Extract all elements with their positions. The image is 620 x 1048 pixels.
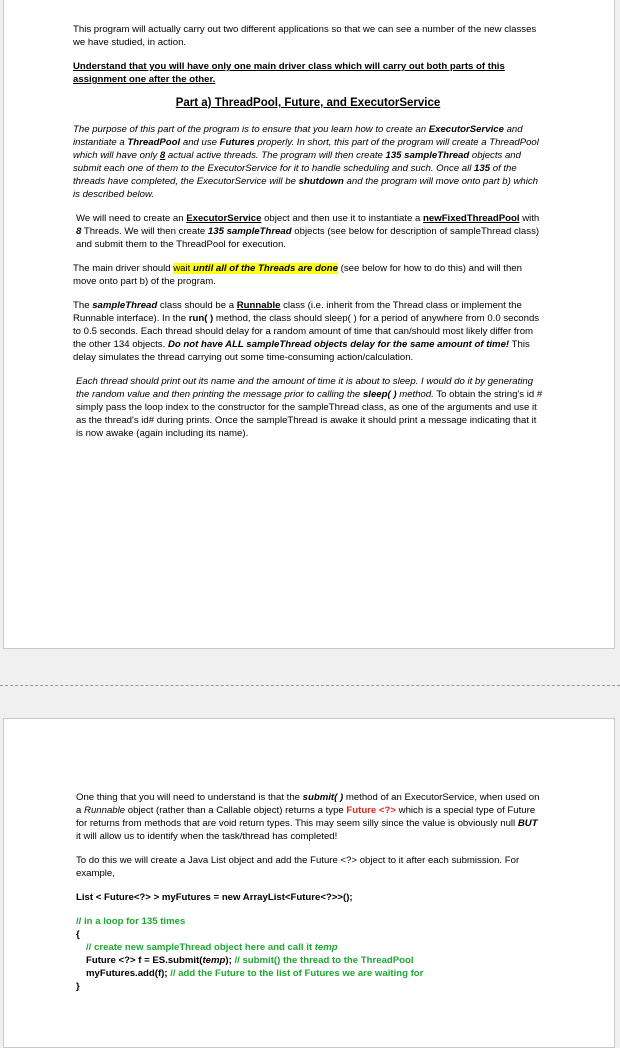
page-break-separator [0, 685, 620, 686]
code-comment-create: // create new sampleThread object here and call it temp [86, 942, 338, 953]
code-declaration: List < Future<?> > myFutures = new ArrayList<Future<?>>(); [76, 892, 353, 903]
code-submit-line: Future <?> f = ES.submit(temp); // submit() the thread to the ThreadPool [86, 955, 414, 966]
page-1-content [73, 23, 543, 451]
todo-paragraph: To do this we will create a Java List object and add the Future <?> object to it after each submission. For example, [76, 855, 520, 879]
code-add-line: myFutures.add(f); // add the Future to the list of Futures we are waiting for [86, 968, 424, 979]
wait-paragraph: The main driver should wait until all of the Threads are done (see below for how to do this) and will then move onto part b) of the program. [73, 263, 522, 287]
section-heading: Part a) ThreadPool, Future, and ExecutorService [175, 97, 441, 109]
create-paragraph: We will need to create an ExecutorService object and then use it to instantiate a newFixedThreadPool with 8 Threads. We will then create 135 sampleThread objects (see below for description of sampleThread class) and submit them to the ThreadPool for execution. [76, 213, 540, 250]
code-close-brace: } [76, 981, 80, 992]
page-2-content [76, 791, 544, 993]
code-example [76, 891, 544, 993]
code-comment-loop: // in a loop for 135 times [76, 916, 186, 927]
submit-paragraph: One thing that you will need to understand is that the submit( ) method of an ExecutorService, when used on a Runnable object (rather than a Callable object) returns a type Future <?> which is a special type of Future for returns from methods that are void return types. This may seem silly since the value is obviously null BUT it will allow us to identify when the task/thread has completed! [76, 792, 540, 842]
purpose-paragraph: The purpose of this part of the program is to ensure that you learn how to create an ExecutorService and instantiate a ThreadPool and use Futures properly. In short, this part of the program will create a ThreadPool which will have only 8 actual active threads. The program will then create 135 sampleThread objects and submit each one of them to the ExecutorService for it to handle scheduling and such. Once all 135 of the threads have completed, the ExecutorService will be shutdown and the program will move onto part b) which is described below. [73, 124, 539, 200]
code-open-brace: { [76, 929, 80, 940]
understand-paragraph: Understand that you will have only one main driver class which will carry out both parts of this assignment one after the other. [73, 61, 505, 85]
sample-thread-paragraph: The sampleThread class should be a Runnable class (i.e. inherit from the Thread class or implement the Runnable interface). In the run( ) method, the class should sleep( ) for a period of anywhere from 0.0 seconds to 0.5 seconds. Each thread should delay for a random amount of time that can/should most likely differ from the other 134 objects. Do not have ALL sampleThread objects delay for the same amount of time! This delay simulates the thread carrying out some time-consuming action/calculation. [73, 300, 540, 363]
intro-paragraph: This program will actually carry out two different applications so that we can see a number of the new classes we have studied, in action. [73, 24, 537, 48]
each-thread-paragraph: Each thread should print out its name and the amount of time it is about to sleep. I would do it by generating the random value and then printing the message prior to calling the sleep( ) method. To obtain the string's id # simply pass the loop index to the constructor for the sampleThread class, as one of the arguments and use it as the thread's id# during prints. Once the sampleThread is awake it should print a message indicating that it is now awake (again including its name). [76, 376, 543, 439]
